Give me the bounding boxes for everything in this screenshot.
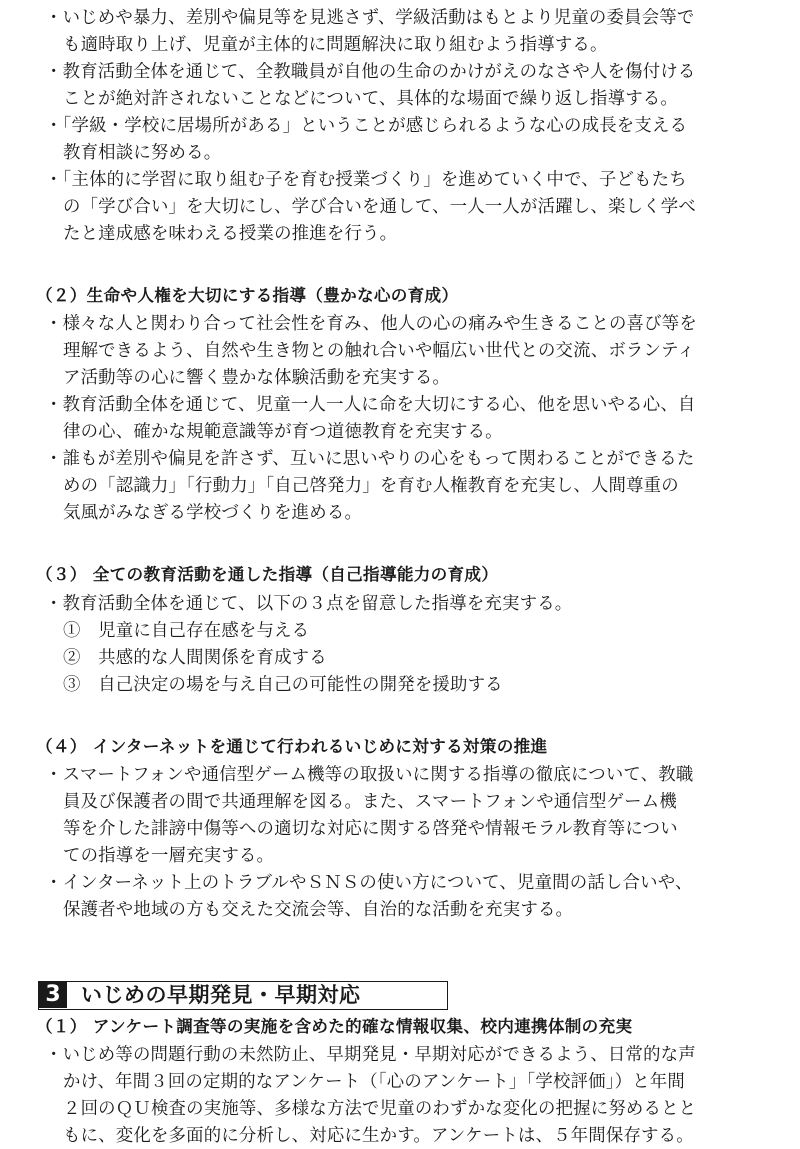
bullet-item-line: ・教育活動全体を通じて、以下の３点を留意した指導を充実する。 <box>45 594 573 614</box>
bullet-continuation-line: めの「認識力」「行動力」「自己啓発力」を育む人権教育を充実し、人間尊重の <box>63 476 679 496</box>
bullet-continuation-line: 理解できるよう、自然や生き物との触れ合いや幅広い世代との交流、ボランティ <box>63 341 695 361</box>
bullet-mark: ・ <box>45 8 63 28</box>
bullet-item-line: ・インターネット上のトラブルやＳＮＳの使い方について、児童間の話し合いや、 <box>45 873 693 893</box>
bullet-continuation-line: 保護者や地域の方も交えた交流会等、自治的な活動を充実する。 <box>63 900 574 920</box>
bullet-item-line: ・「主体的に学習に取り組む子を育む授業づくり」を進めていく中で、子どもたち <box>45 170 687 190</box>
bullet-continuation-line: ア活動等の心に響く豊かな体験活動を充実する。 <box>63 368 450 388</box>
bullet-continuation-line: 等を介した誹謗中傷等への適切な対応に関する啓発や情報モラル教育等につい <box>63 819 678 839</box>
bullet-continuation-line: ての指導を一層充実する。 <box>63 846 275 866</box>
bullet-mark: ・ <box>45 395 63 415</box>
bullet-continuation-line: かけ、年間３回の定期的なアンケート（「心のアンケート」「学校評価」）と年間 <box>63 1072 685 1092</box>
numbered-item: ① 児童に自己存在感を与える <box>63 621 310 641</box>
chapter-number: 3 <box>39 982 67 1008</box>
bullet-mark: ・ <box>45 62 63 82</box>
bullet-continuation-line: ２回のＱＵ検査の実施等、多様な方法で児童のわずかな変化の把握に努めるとと <box>63 1099 697 1119</box>
bullet-continuation-line: たと達成感を味わえる授業の推進を行う。 <box>63 224 398 244</box>
section-heading-3-1: （１） アンケート調査等の実施を含めた的確な情報収集、校内連携体制の充実 <box>36 1017 633 1036</box>
numbered-item: ② 共感的な人間関係を育成する <box>63 648 327 668</box>
bullet-mark: ・ <box>45 314 63 334</box>
bullet-item-line: ・スマートフォンや通信型ゲーム機等の取扱いに関する指導の徹底について、教職 <box>45 765 694 785</box>
bullet-continuation-line: 気風がみなぎる学校づくりを進める。 <box>63 503 363 523</box>
bullet-mark: ・ <box>45 1045 63 1065</box>
bullet-item-line: ・「学級・学校に居場所がある」ということが感じられるような心の成長を支える <box>45 116 688 136</box>
bullet-item-line: ・様々な人と関わり合って社会性を育み、他人の心の痛みや生きることの喜び等を <box>45 314 697 334</box>
bullet-continuation-line: の「学び合い」を大切にし、学び合いを通して、一人一人が活躍し、楽しく学べ <box>63 197 696 217</box>
section-heading-2: （２）生命や人権を大切にする指導（豊かな心の育成） <box>36 286 459 305</box>
bullet-mark: ・ <box>45 594 63 614</box>
bullet-continuation-line: ことが絶対許されないことなどについて、具体的な場面で繰り返し指導する。 <box>63 89 678 109</box>
bullet-continuation-line: も適時取り上げ、児童が主体的に問題解決に取り組むよう指導する。 <box>63 35 608 55</box>
chapter-title: いじめの早期発見・早期対応 <box>81 983 361 1007</box>
numbered-item: ③ 自己決定の場を与え自己の可能性の開発を援助する <box>63 675 503 695</box>
bullet-mark: ・ <box>45 170 63 190</box>
section-heading-3: （３） 全ての教育活動を通した指導（自己指導能力の育成） <box>36 565 499 584</box>
bullet-mark: ・ <box>45 873 63 893</box>
bullet-continuation-line: 律の心、確かな規範意識等が育つ道徳教育を充実する。 <box>63 422 503 442</box>
bullet-item-line: ・いじめ等の問題行動の未然防止、早期発見・早期対応ができるよう、日常的な声 <box>45 1045 696 1065</box>
bullet-item-line: ・教育活動全体を通じて、児童一人一人に命を大切にする心、他を思いやる心、自 <box>45 395 696 415</box>
bullet-continuation-line: 員及び保護者の間で共通理解を図る。また、スマートフォンや通信型ゲーム機 <box>63 792 677 812</box>
bullet-continuation-line: もに、変化を多面的に分析し、対応に生かす。アンケートは、５年間保存する。 <box>63 1126 694 1146</box>
bullet-item-line: ・誰もが差別や偏見を許さず、互いに思いやりの心をもって関わることができるた <box>45 449 695 469</box>
chapter-3-heading-box <box>38 981 448 1010</box>
bullet-continuation-line: 教育相談に努める。 <box>63 143 222 163</box>
bullet-item-line: ・教育活動全体を通じて、全教職員が自他の生命のかけがえのなさや人を傷付ける <box>45 62 696 82</box>
bullet-mark: ・ <box>45 765 63 785</box>
section-heading-4: （４） インターネットを通じて行われるいじめに対する対策の推進 <box>36 737 548 756</box>
bullet-item-line: ・いじめや暴力、差別や偏見等を見逃さず、学級活動はもとより児童の委員会等で <box>45 8 695 28</box>
bullet-mark: ・ <box>45 449 63 469</box>
bullet-mark: ・ <box>45 116 63 136</box>
